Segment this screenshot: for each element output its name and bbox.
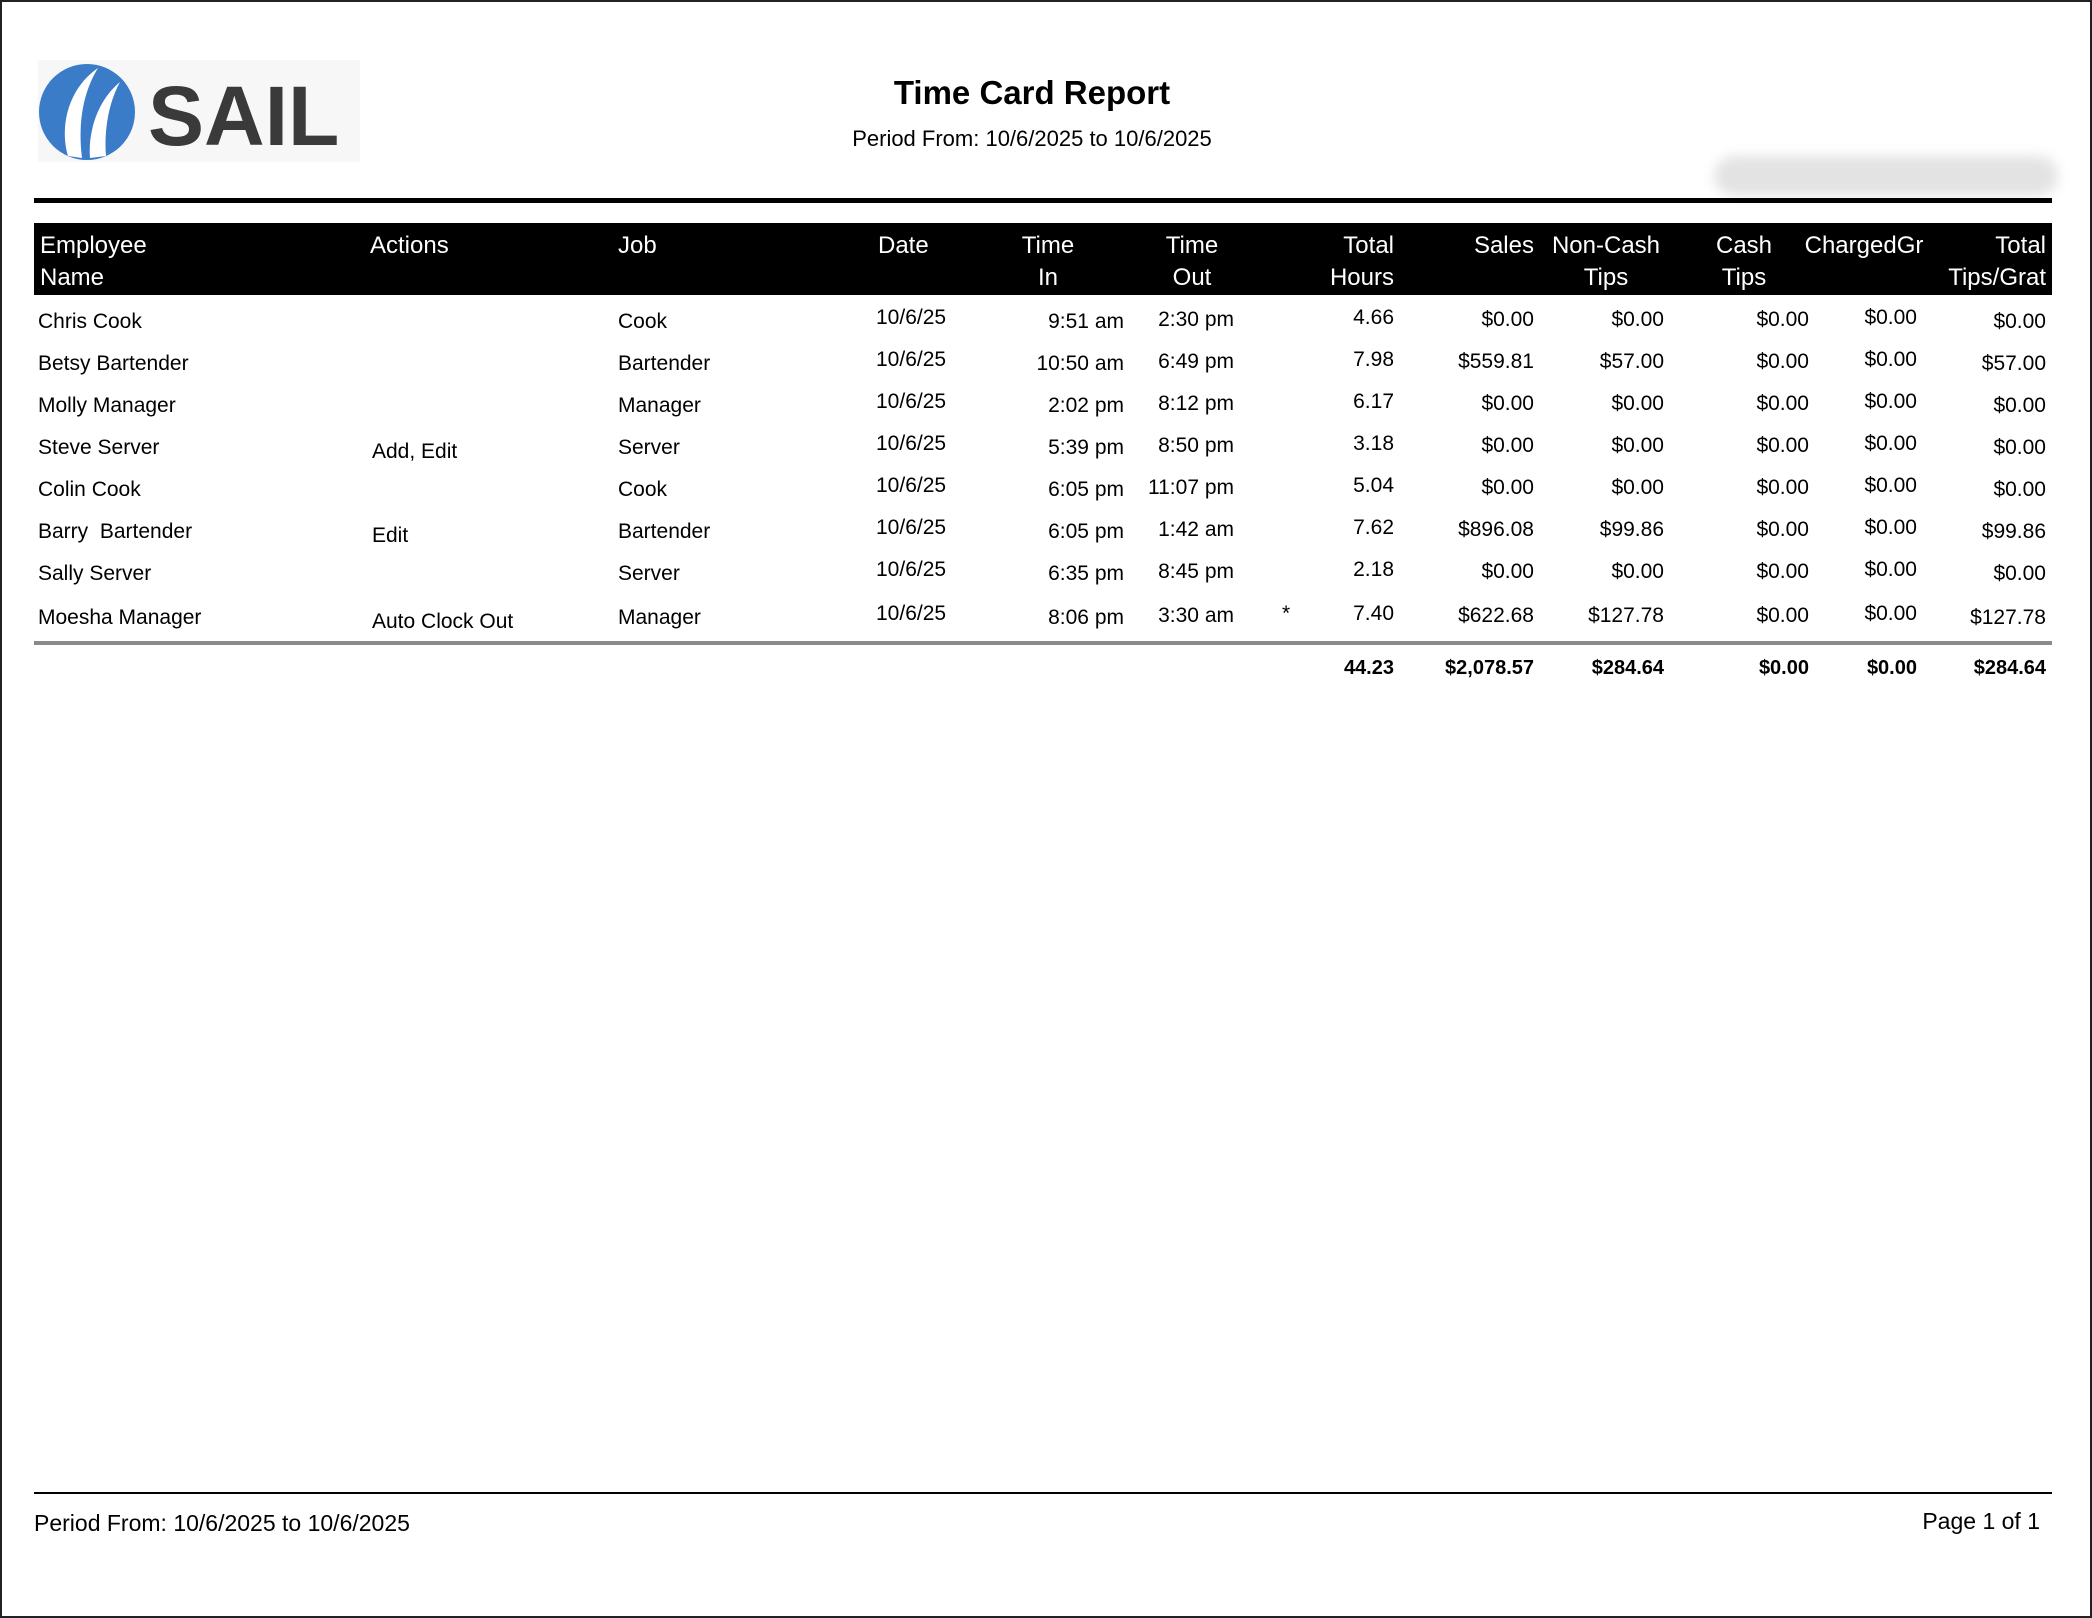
cell-date: 10/6/25 (876, 516, 947, 539)
cell-time-out: 1:42 am (1158, 518, 1234, 541)
cell-charged-gr: $0.00 (1864, 516, 1917, 539)
col-charged-gr: ChargedGr (1804, 232, 1924, 259)
cell-employee-name: Chris Cook (38, 310, 142, 333)
total-charged-gr-sum: $0.00 (1866, 657, 1917, 679)
report-title: Time Card Report (893, 74, 1171, 111)
cell-charged-gr: $0.00 (1864, 390, 1917, 413)
table-header (34, 223, 2052, 295)
col-cash-tips: Cash Tips (1715, 232, 1773, 291)
cell-job: Manager (618, 394, 701, 417)
cell-non-cash-tips: $99.86 (1599, 518, 1664, 541)
cell-non-cash-tips: $57.00 (1599, 350, 1664, 373)
total-tips-grat-sum: $284.64 (1973, 657, 2046, 679)
table-row (34, 389, 2052, 431)
cell-sales: $0.00 (1481, 476, 1534, 499)
logo-wordmark: SAIL (148, 69, 340, 162)
cell-sales: $559.81 (1458, 350, 1534, 373)
footer-page-number: Page 1 of 1 (1922, 1508, 2040, 1534)
cell-total-tips-grat: $57.00 (1981, 352, 2046, 375)
col-total-hours: Total Hours (1329, 232, 1394, 291)
total-non-cash-tips-sum: $284.64 (1591, 657, 1664, 679)
cell-charged-gr: $0.00 (1864, 558, 1917, 581)
cell-cash-tips: $0.00 (1756, 476, 1809, 499)
cell-non-cash-tips: $0.00 (1611, 434, 1664, 457)
cell-sales: $896.08 (1458, 518, 1534, 541)
table-row (34, 515, 2052, 557)
cell-time-out: 2:30 pm (1158, 308, 1234, 331)
cell-time-out: 8:50 pm (1158, 434, 1234, 457)
cell-date: 10/6/25 (876, 602, 947, 625)
cell-job: Server (618, 436, 680, 459)
cell-date: 10/6/25 (876, 348, 947, 371)
cell-total-hours: 4.66 (1353, 306, 1394, 329)
cell-time-in: 2:02 pm (1048, 394, 1124, 417)
cell-employee-name: Molly Manager (38, 394, 176, 417)
col-sales: Sales (1473, 232, 1534, 259)
cell-total-hours: 7.40 (1353, 602, 1394, 625)
totals-divider (34, 641, 2052, 645)
cell-cash-tips: $0.00 (1756, 434, 1809, 457)
cell-time-out: 8:45 pm (1158, 560, 1234, 583)
cell-employee-name: Sally Server (38, 562, 152, 585)
cell-charged-gr: $0.00 (1864, 348, 1917, 371)
cell-job: Server (618, 562, 680, 585)
cell-charged-gr: $0.00 (1864, 474, 1917, 497)
cell-job: Bartender (618, 352, 711, 375)
table-row (34, 347, 2052, 389)
table-row (34, 305, 2052, 347)
cell-employee-name: Steve Server (38, 436, 160, 459)
cell-date: 10/6/25 (876, 390, 947, 413)
cell-cash-tips: $0.00 (1756, 350, 1809, 373)
col-time-out: Time Out (1165, 232, 1219, 291)
table-row (34, 431, 2052, 473)
cell-cash-tips: $0.00 (1756, 604, 1809, 627)
cell-total-hours: 5.04 (1353, 474, 1394, 497)
cell-cash-tips: $0.00 (1756, 308, 1809, 331)
total-sales-sum: $2,078.57 (1445, 657, 1534, 679)
cell-time-out: 3:30 am (1158, 604, 1234, 627)
cell-total-hours: 3.18 (1353, 432, 1394, 455)
cell-total-hours: 7.98 (1353, 348, 1394, 371)
cell-non-cash-tips: $0.00 (1611, 476, 1664, 499)
footer-divider (34, 1492, 2052, 1494)
col-job: Job (618, 232, 657, 259)
total-cash-tips-sum: $0.00 (1758, 657, 1809, 679)
redacted-info (1714, 156, 2058, 196)
cell-total-tips-grat: $0.00 (1993, 478, 2046, 501)
cell-time-out: 6:49 pm (1158, 350, 1234, 373)
totals-row (34, 653, 2052, 687)
cell-sales: $0.00 (1481, 560, 1534, 583)
cell-cash-tips: $0.00 (1756, 392, 1809, 415)
cell-actions: Edit (372, 524, 409, 547)
col-non-cash-tips: Non-Cash Tips (1551, 232, 1661, 291)
col-date: Date (878, 232, 929, 259)
col-total-tips-grat: Total Tips/Grat (1948, 232, 2046, 291)
cell-date: 10/6/25 (876, 474, 947, 497)
cell-date: 10/6/25 (876, 432, 947, 455)
col-time-in: Time In (1021, 232, 1075, 291)
cell-total-hours: 7.62 (1353, 516, 1394, 539)
col-actions: Actions (370, 232, 449, 259)
cell-total-hours: 2.18 (1353, 558, 1394, 581)
cell-total-tips-grat: $0.00 (1993, 562, 2046, 585)
cell-time-in: 8:06 pm (1048, 606, 1124, 629)
report-period: Period From: 10/6/2025 to 10/6/2025 (852, 126, 1212, 151)
cell-time-in: 6:05 pm (1048, 520, 1124, 543)
table-row (34, 557, 2052, 599)
cell-total-tips-grat: $127.78 (1970, 606, 2046, 629)
cell-employee-name: Betsy Bartender (38, 352, 189, 375)
cell-sales: $622.68 (1458, 604, 1534, 627)
cell-cash-tips: $0.00 (1756, 560, 1809, 583)
cell-flag: * (1282, 602, 1291, 625)
cell-sales: $0.00 (1481, 434, 1534, 457)
cell-time-in: 6:35 pm (1048, 562, 1124, 585)
cell-non-cash-tips: $0.00 (1611, 308, 1664, 331)
cell-time-in: 6:05 pm (1048, 478, 1124, 501)
cell-time-out: 8:12 pm (1158, 392, 1234, 415)
cell-date: 10/6/25 (876, 558, 947, 581)
cell-employee-name: Colin Cook (38, 478, 141, 501)
table-row (34, 601, 2052, 643)
cell-time-out: 11:07 pm (1148, 476, 1234, 499)
cell-total-hours: 6.17 (1353, 390, 1394, 413)
cell-total-tips-grat: $0.00 (1993, 394, 2046, 417)
cell-actions: Add, Edit (372, 440, 458, 463)
cell-charged-gr: $0.00 (1864, 306, 1917, 329)
cell-employee-name: Barry Bartender (38, 520, 193, 543)
total-hours-sum: 44.23 (1343, 657, 1394, 679)
cell-total-tips-grat: $99.86 (1981, 520, 2046, 543)
cell-job: Manager (618, 606, 701, 629)
cell-non-cash-tips: $0.00 (1611, 392, 1664, 415)
cell-cash-tips: $0.00 (1756, 518, 1809, 541)
cell-date: 10/6/25 (876, 306, 947, 329)
cell-time-in: 5:39 pm (1048, 436, 1124, 459)
cell-charged-gr: $0.00 (1864, 432, 1917, 455)
cell-job: Bartender (618, 520, 711, 543)
cell-sales: $0.00 (1481, 392, 1534, 415)
cell-job: Cook (618, 310, 668, 333)
header-divider (34, 198, 2052, 203)
cell-total-tips-grat: $0.00 (1993, 310, 2046, 333)
table-row (34, 473, 2052, 515)
cell-actions: Auto Clock Out (372, 610, 514, 633)
cell-total-tips-grat: $0.00 (1993, 436, 2046, 459)
cell-employee-name: Moesha Manager (38, 606, 202, 629)
cell-non-cash-tips: $127.78 (1588, 604, 1664, 627)
cell-non-cash-tips: $0.00 (1611, 560, 1664, 583)
cell-time-in: 10:50 am (1036, 352, 1124, 375)
cell-sales: $0.00 (1481, 308, 1534, 331)
cell-job: Cook (618, 478, 668, 501)
cell-time-in: 9:51 am (1048, 310, 1124, 333)
col-employee-name: Employee Name (40, 232, 147, 291)
footer-period: Period From: 10/6/2025 to 10/6/2025 (34, 1510, 410, 1536)
cell-charged-gr: $0.00 (1864, 602, 1917, 625)
